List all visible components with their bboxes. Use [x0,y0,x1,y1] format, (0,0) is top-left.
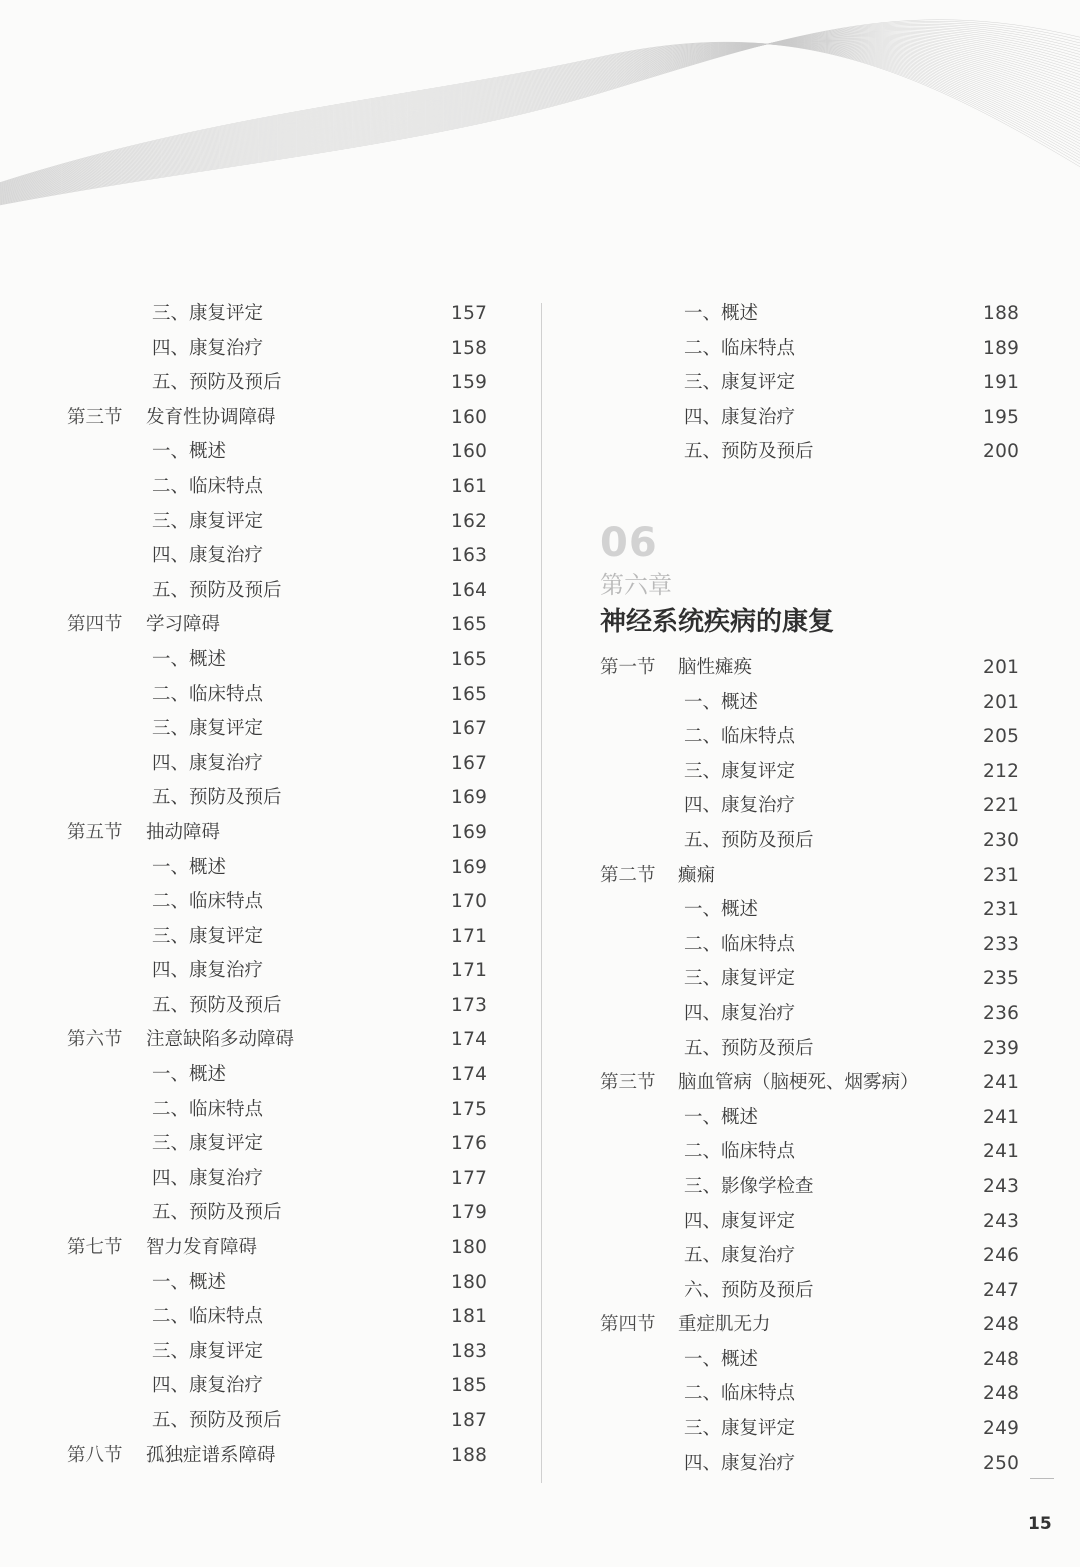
toc-section-label: 第六节 [67,1029,123,1051]
toc-page-number: 248 [983,1383,1020,1405]
toc-item-row [0,435,540,470]
toc-item-row [0,574,540,609]
toc-entry-title: 五、预防及预后 [684,829,814,851]
toc-page-number: 165 [451,614,488,636]
toc-entry-title: 四、康复治疗 [684,1452,796,1474]
toc-item-row [545,366,1080,401]
toc-page-number: 250 [983,1452,1020,1474]
toc-section-label: 第三节 [67,406,123,428]
wave-line [0,43,1080,184]
toc-page-number: 169 [451,821,488,843]
toc-page-number: 231 [983,899,1020,921]
toc-entry-title: 五、预防及预后 [684,1037,814,1059]
toc-page-number: 221 [983,795,1020,817]
toc-page-number: 212 [983,760,1020,782]
toc-page-number: 158 [451,337,488,359]
wave-line [0,26,1080,203]
toc-entry-title: 三、康复评定 [684,1418,796,1440]
toc-page-number: 243 [983,1210,1020,1232]
toc-entry-title: 三、康复评定 [684,760,796,782]
toc-page-number: 249 [983,1418,1020,1440]
toc-entry-title: 四、康复治疗 [152,545,264,567]
toc-page-number: 174 [451,1029,488,1051]
wave-line [0,21,1080,204]
toc-item-row [0,297,540,332]
toc-entry-title: 三、康复评定 [152,718,264,740]
toc-entry-title: 一、概述 [684,303,759,324]
chapter-heading [600,520,834,642]
chapter-label: 第六章 [600,571,672,599]
toc-page-number: 160 [451,406,488,428]
toc-page-number: 171 [451,960,488,982]
toc-entry-title: 脑性瘫痪 [678,657,753,678]
toc-entry-title: 四、康复治疗 [684,1002,796,1024]
toc-item-row [0,1058,540,1093]
toc-section-row [0,608,540,643]
wave-line [0,43,1080,193]
page-number: 15 [1028,1514,1052,1534]
wave-line [0,39,1080,197]
toc-entry-title: 一、概述 [152,648,227,670]
toc-page-number: 188 [451,1444,488,1466]
toc-page-number: 241 [983,1141,1020,1163]
toc-page-number: 248 [983,1348,1020,1370]
toc-item-row [545,1412,1080,1447]
toc-page-number: 173 [451,994,488,1016]
toc-section-label: 第四节 [600,1314,656,1336]
toc-entry-title: 一、概述 [684,899,759,921]
toc-item-row [545,686,1080,721]
toc-page-number: 243 [983,1175,1020,1197]
toc-entry-title: 二、临床特点 [152,475,264,497]
toc-entry-title: 五、康复治疗 [684,1245,796,1267]
wave-line [0,44,1080,189]
toc-section-row [545,1066,1080,1101]
toc-section-row [0,1231,540,1266]
toc-page-number: 157 [451,303,488,324]
toc-page-number: 171 [451,925,488,947]
toc-entry-title: 三、康复评定 [684,372,796,394]
toc-entry-title: 三、康复评定 [152,925,264,947]
toc-item-row [0,505,540,540]
toc-entry-title: 五、预防及预后 [684,441,814,463]
toc-entry-title: 三、康复评定 [152,510,264,532]
toc-entry-title: 二、临床特点 [152,1098,264,1120]
toc-item-row [545,401,1080,436]
toc-page-number: 181 [451,1306,488,1328]
toc-page-number: 185 [451,1375,488,1397]
toc-entry-title: 二、临床特点 [684,726,796,748]
toc-page-number: 241 [983,1106,1020,1128]
toc-item-row [0,1162,540,1197]
toc-entry-title: 二、临床特点 [152,1306,264,1328]
toc-section-label: 第一节 [600,657,656,678]
toc-item-row [0,1127,540,1162]
wave-line [0,37,1080,198]
toc-item-row [545,1170,1080,1205]
toc-entry-title: 四、康复治疗 [152,1375,264,1397]
toc-page-number: 180 [451,1271,488,1293]
toc-item-row [545,720,1080,755]
wave-line [0,44,1080,188]
toc-item-row [545,1239,1080,1274]
toc-entry-title: 五、预防及预后 [152,1410,282,1431]
toc-item-row [0,1093,540,1128]
toc-item-row [545,997,1080,1032]
toc-entry-title: 一、概述 [684,1348,759,1370]
toc-page-number: 201 [983,691,1020,713]
toc-list [545,297,1080,470]
toc-item-row [0,1196,540,1231]
toc-item-row [0,366,540,401]
toc-entry-title: 一、概述 [152,856,227,878]
wave-line [0,20,1080,205]
toc-item-row [545,755,1080,790]
toc-item-row [545,1447,1080,1482]
toc-section-row [545,651,1080,686]
toc-page-number: 167 [451,718,488,740]
toc-item-row [545,962,1080,997]
toc-item-row [0,1266,540,1301]
toc-page-number: 195 [983,406,1020,428]
toc-item-row [0,539,540,574]
toc-section-row [0,401,540,436]
toc-page-number: 165 [451,648,488,670]
toc-page-number: 165 [451,683,488,705]
toc-item-row [0,1369,540,1404]
toc-entry-title: 四、康复治疗 [152,1167,264,1189]
toc-page-number: 170 [451,891,488,913]
toc-page-number: 174 [451,1064,488,1086]
chapter-number: 06 [600,520,658,566]
toc-item-row [0,885,540,920]
toc-page-number: 205 [983,726,1020,748]
toc-page-number: 169 [451,856,488,878]
toc-item-row [0,781,540,816]
toc-entry-title: 二、临床特点 [684,1383,796,1405]
toc-entry-title: 二、临床特点 [152,683,264,705]
toc-entry-title: 五、预防及预后 [152,1202,282,1224]
toc-entry-title: 一、概述 [152,1064,227,1086]
wave-line [0,44,1080,187]
toc-item-row [545,435,1080,470]
toc-entry-title: 二、临床特点 [684,933,796,955]
toc-item-row [0,747,540,782]
toc-entry-title: 四、康复治疗 [152,337,264,359]
page-number-rule [1030,1478,1054,1479]
toc-page-number: 235 [983,968,1020,990]
toc-entry-title: 二、临床特点 [152,891,264,913]
toc-page-number: 236 [983,1002,1020,1024]
toc-item-row [0,678,540,713]
toc-entry-title: 抽动障碍 [146,821,221,843]
toc-item-row [0,1404,540,1439]
toc-item-row [545,1101,1080,1136]
toc-entry-title: 学习障碍 [146,614,221,636]
toc-item-row [0,1335,540,1370]
toc-page-number: 191 [983,372,1020,394]
toc-entry-title: 二、临床特点 [684,337,796,359]
toc-item-row [0,954,540,989]
toc-entry-title: 三、康复评定 [152,1340,264,1362]
toc-page-number: 239 [983,1037,1020,1059]
toc-page-number: 188 [983,303,1020,324]
toc-item-row [545,928,1080,963]
toc-page-number: 161 [451,475,488,497]
toc-page-number: 164 [451,579,488,601]
toc-item-row [545,789,1080,824]
toc-item-row [0,712,540,747]
toc-entry-title: 四、康复治疗 [152,752,264,774]
toc-section-label: 第四节 [67,614,123,636]
toc-section-row [0,1439,540,1474]
toc-page-number: 247 [983,1279,1020,1301]
toc-section-row [0,1023,540,1058]
toc-page-number: 180 [451,1237,488,1259]
toc-item-row [545,1274,1080,1309]
toc-page-number: 179 [451,1202,488,1224]
toc-page-number: 187 [451,1410,488,1431]
toc-list [0,297,540,1473]
toc-item-row [0,643,540,678]
chapter-title: 神经系统疾病的康复 [600,607,835,637]
toc-entry-title: 一、概述 [684,691,759,713]
toc-entry-title: 二、临床特点 [684,1141,796,1163]
toc-entry-title: 五、预防及预后 [152,579,282,601]
toc-section-label: 第五节 [67,821,123,843]
toc-section-label: 第八节 [67,1444,123,1466]
toc-entry-title: 三、康复评定 [152,1133,264,1155]
toc-section-label: 第二节 [600,864,656,886]
toc-page-number: 167 [451,752,488,774]
toc-entry-title: 六、预防及预后 [684,1279,814,1301]
toc-entry-title: 注意缺陷多动障碍 [146,1029,295,1051]
toc-page-number: 175 [451,1098,488,1120]
toc-entry-title: 一、概述 [152,441,227,463]
toc-page-number: 248 [983,1314,1020,1336]
toc-page-number: 163 [451,545,488,567]
toc-page-number: 169 [451,787,488,809]
toc-page-number: 189 [983,337,1020,359]
toc-entry-title: 一、概述 [684,1106,759,1128]
toc-list [545,651,1080,1481]
toc-entry-title: 一、概述 [152,1271,227,1293]
toc-section-label: 第三节 [600,1072,656,1094]
toc-page-number: 233 [983,933,1020,955]
toc-entry-title: 三、康复评定 [152,303,264,324]
toc-entry-title: 三、康复评定 [684,968,796,990]
toc-entry-title: 五、预防及预后 [152,994,282,1016]
decorative-wave-lines [0,0,1080,240]
column-divider [541,303,542,1483]
toc-page-number: 176 [451,1133,488,1155]
toc-page-number: 183 [451,1340,488,1362]
toc-entry-title: 四、康复评定 [684,1210,796,1232]
toc-entry-title: 五、预防及预后 [152,787,282,809]
toc-page-number: 177 [451,1167,488,1189]
toc-item-row [545,332,1080,367]
toc-entry-title: 智力发育障碍 [146,1237,258,1259]
toc-item-row [545,1377,1080,1412]
toc-item-row [0,920,540,955]
wave-line [0,43,1080,185]
toc-section-row [0,816,540,851]
toc-entry-title: 五、预防及预后 [152,372,282,394]
toc-entry-title: 四、康复治疗 [684,795,796,817]
toc-page-number: 231 [983,864,1020,886]
toc-page-number: 200 [983,441,1020,463]
toc-section-row [545,859,1080,894]
toc-entry-title: 四、康复治疗 [684,406,796,428]
toc-item-row [0,332,540,367]
toc-page-number: 241 [983,1072,1020,1094]
toc-entry-title: 发育性协调障碍 [146,406,276,428]
toc-item-row [545,1135,1080,1170]
toc-item-row [0,989,540,1024]
toc-entry-title: 重症肌无力 [678,1314,771,1336]
toc-section-label: 第七节 [67,1237,123,1259]
toc-item-row [0,851,540,886]
toc-entry-title: 脑血管病（脑梗死、烟雾病） [678,1072,919,1094]
toc-page-number: 230 [983,829,1020,851]
toc-page-number: 160 [451,441,488,463]
toc-item-row [0,1300,540,1335]
toc-entry-title: 三、影像学检查 [684,1175,814,1197]
wave-line [0,41,1080,195]
toc-entry-title: 癫痫 [678,864,716,886]
toc-page-number: 246 [983,1245,1020,1267]
toc-item-row [0,470,540,505]
toc-item-row [545,1205,1080,1240]
toc-item-row [545,1032,1080,1067]
toc-item-row [545,893,1080,928]
toc-page-number: 159 [451,372,488,394]
toc-item-row [545,824,1080,859]
toc-page-number: 162 [451,510,488,532]
toc-item-row [545,297,1080,332]
toc-item-row [545,1343,1080,1378]
toc-entry-title: 四、康复治疗 [152,960,264,982]
toc-entry-title: 孤独症谱系障碍 [146,1444,276,1466]
toc-page-number: 201 [983,657,1020,678]
toc-section-row [545,1308,1080,1343]
wave-line [0,35,1080,199]
